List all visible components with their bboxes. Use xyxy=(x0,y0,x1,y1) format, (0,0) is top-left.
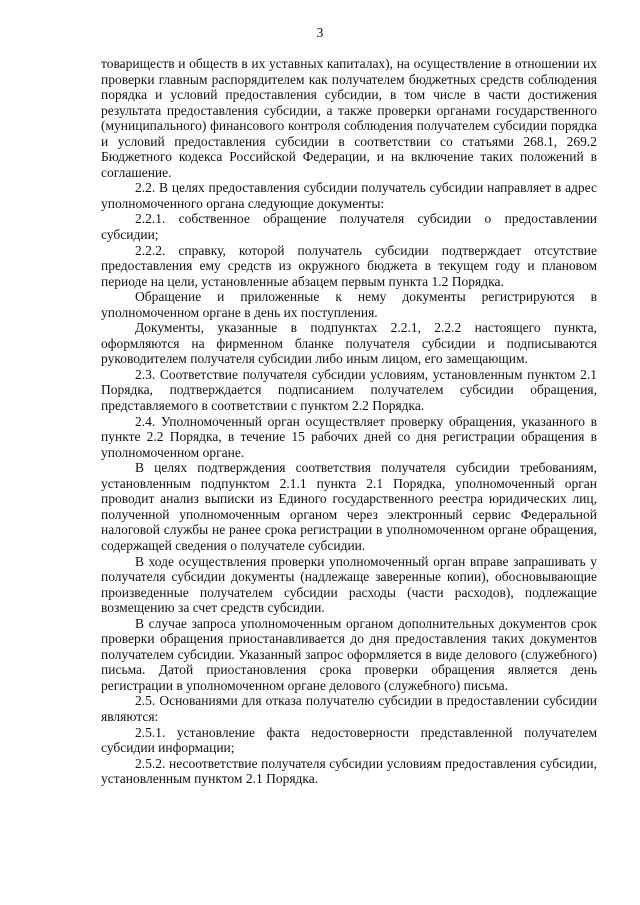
paragraph: 2.2.1. собственное обращение получателя субсидии о предоставлении субсидии; xyxy=(101,211,597,243)
paragraph: 2.5.2. несоответствие получателя субсидии условиям предоставления субсидии, установленным пунктом 2.1 Порядка. xyxy=(101,755,597,787)
paragraph: 2.2. В целях предоставления субсидии получатель субсидии направляет в адрес уполномоченного органа следующие документы: xyxy=(101,180,597,211)
page-number: 3 xyxy=(316,25,324,40)
paragraph: Обращение и приложенные к нему документы регистрируются в уполномоченном органе в день их поступления. xyxy=(101,289,597,320)
paragraph: В целях подтверждения соответствия получателя субсидии требованиям, установленным подпунктом 2.1.1 пункта 2.1 Порядка, уполномоченный орган проводит анализ выписки из Единого государственного реестра юридических лиц, полученной уполномоченным органом через электронный сервис Федеральной налоговой службы не ранее срока регистрации в уполномоченном органе обращения, содержащей сведения о получателе субсидии. xyxy=(101,460,597,553)
document-body xyxy=(101,56,597,787)
paragraph: В случае запроса уполномоченным органом дополнительных документов срок проверки обращения приостанавливается до дня предоставления таких документов получателем субсидии. Указанный запрос оформляется в виде делового (служебного) письма. Датой приостановления срока проверки обращения является день регистрации в уполномоченном органе делового (служебного) письма. xyxy=(101,615,597,693)
paragraph: Документы, указанные в подпунктах 2.2.1, 2.2.2 настоящего пункта, оформляются на фирменном бланке получателя субсидии и подписываются руководителем получателя субсидии либо иным лицом, его замещающим. xyxy=(101,320,597,367)
paragraph: 2.5. Основаниями для отказа получателю субсидии в предоставлении субсидии являются: xyxy=(101,693,597,724)
paragraph: В ходе осуществления проверки уполномоченный орган вправе запрашивать у получателя субсидии документы (надлежаще заверенные копии), обосновывающие произведенные получателем субсидии расходы (части расходов), подлежащие возмещению за счет средств субсидии. xyxy=(101,553,597,616)
paragraph: 2.4. Уполномоченный орган осуществляет проверку обращения, указанного в пункте 2.2 Порядка, в течение 15 рабочих дней со дня регистрации обращения в уполномоченном органе. xyxy=(101,413,597,460)
paragraph: 2.2.2. справку, которой получатель субсидии подтверждает отсутствие предоставления ему средств из окружного бюджета в текущем году и плановом периоде на цели, установленные абзацем первым пункта 1.2 Порядка. xyxy=(101,242,597,289)
paragraph: 2.5.1. установление факта недостоверности представленной получателем субсидии информации; xyxy=(101,724,597,756)
paragraph: товариществ и обществ в их уставных капиталах), на осуществление в отношении их проверки главным распорядителем как получателем бюджетных средств соблюдения порядка и условий предоставления субсидии, в том числе в части достижения результата предоставления субсидии, а также проверки органами государственного (муниципального) финансового контроля соблюдения получателем субсидии порядка и условий предоставления субсидии в соответствии со статьями 268.1, 269.2 Бюджетного кодекса Российской Федерации, и на включение таких положений в соглашение. xyxy=(101,56,597,180)
paragraph: 2.3. Соответствие получателя субсидии условиям, установленным пунктом 2.1 Порядка, подтверждается подписанием получателем субсидии обращения, представляемого в соответствии с пунктом 2.2 Порядка. xyxy=(101,366,597,414)
